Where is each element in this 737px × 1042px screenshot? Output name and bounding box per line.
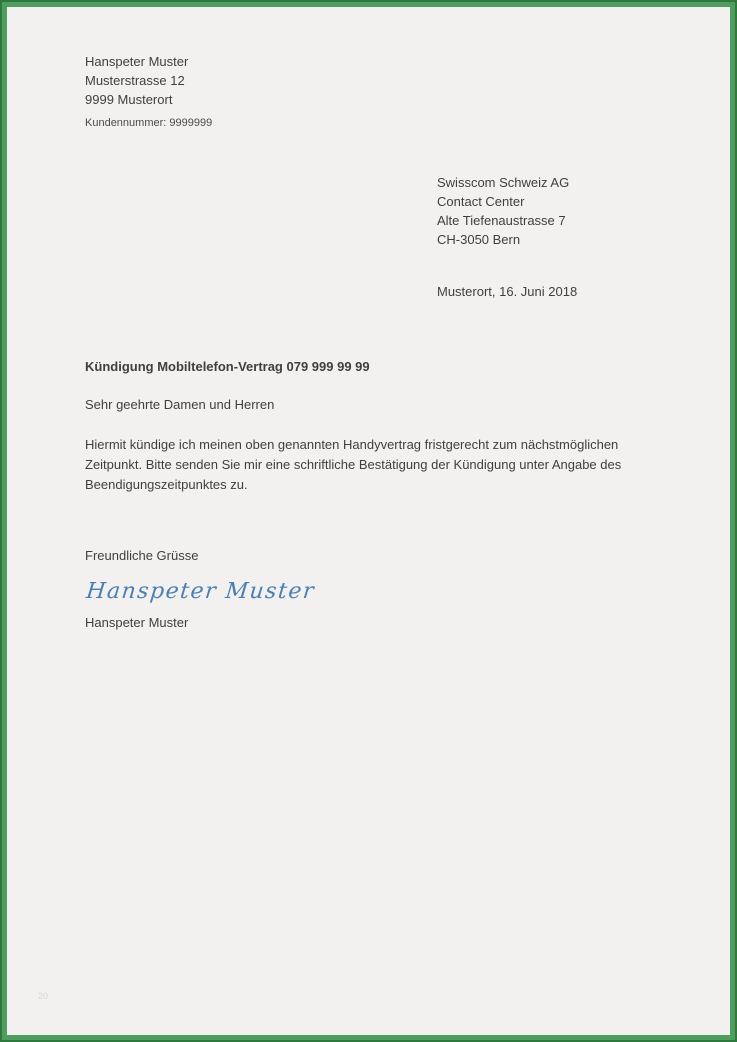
closing-phrase: Freundliche Grüsse	[85, 548, 199, 563]
sender-address-block	[85, 52, 188, 109]
sender-street: Musterstrasse 12	[85, 73, 185, 88]
handwritten-signature: Hanspeter Muster	[85, 579, 317, 604]
subject-line: Kündigung Mobiltelefon-Vertrag 079 999 99 99	[85, 359, 370, 374]
recipient-city: CH-3050 Bern	[437, 232, 521, 247]
recipient-department: Contact Center	[437, 194, 525, 209]
sender-name: Hanspeter Muster	[85, 54, 189, 69]
letter-page	[7, 7, 730, 1035]
page-number: 20	[38, 991, 49, 1001]
customer-number: Kundennummer: 9999999	[85, 117, 213, 129]
signer-printed-name: Hanspeter Muster	[85, 615, 189, 630]
sender-city: 9999 Musterort	[85, 92, 173, 107]
salutation: Sehr geehrte Damen und Herren	[85, 397, 275, 412]
place-and-date: Musterort, 16. Juni 2018	[437, 284, 578, 299]
document-frame-band	[2, 2, 735, 1040]
letter-body: Hiermit kündige ich meinen oben genannten Handyvertrag fristgerecht zum nächstmöglichen Zeitpunkt. Bitte senden Sie mir eine schriftliche Bestätigung der Kündigung unter Angabe des Beendigungszeitpunktes zu.	[85, 437, 622, 492]
recipient-company: Swisscom Schweiz AG	[437, 175, 570, 190]
recipient-street: Alte Tiefenaustrasse 7	[437, 213, 566, 228]
recipient-address-block	[437, 173, 569, 249]
